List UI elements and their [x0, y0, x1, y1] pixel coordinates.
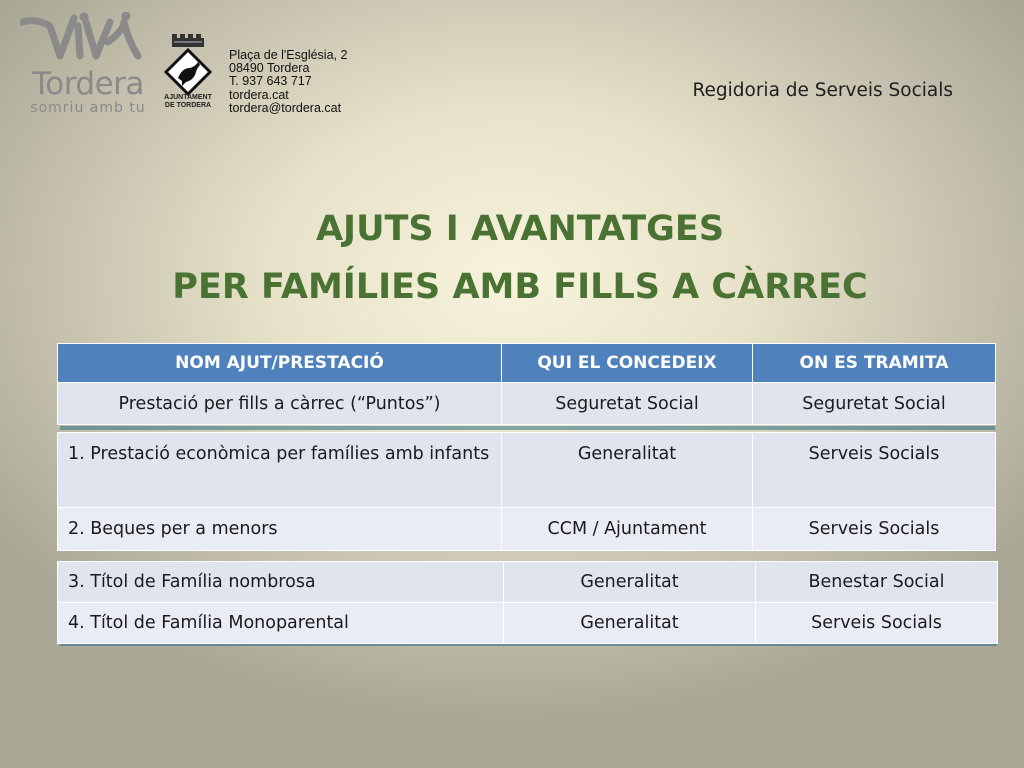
benefits-table-municipal [57, 432, 996, 551]
crest-label: AJUNTAMENT DE TORDERA [164, 94, 212, 109]
granted-by: CCM / Ajuntament [502, 508, 753, 551]
granted-by: Generalitat [504, 603, 756, 644]
header-processed-at: ON ES TRAMITA [753, 344, 996, 383]
logo-word: Tordera [32, 66, 144, 102]
title-line-2: PER FAMÍLIES AMB FILLS A CÀRREC [172, 267, 868, 307]
header-granted-by: QUI EL CONCEDEIX [502, 344, 753, 383]
benefits-table-family-titles [57, 561, 998, 644]
processed-at: Benestar Social [756, 562, 998, 603]
processed-at: Serveis Socials [753, 508, 996, 551]
address-email: tordera@tordera.cat [229, 100, 342, 115]
contact-address [229, 49, 347, 115]
benefit-name: 2. Beques per a menors [58, 508, 502, 551]
processed-at: Serveis Socials [756, 603, 998, 644]
benefits-table-header [57, 343, 996, 425]
logo-slogan: somriu amb tu [30, 100, 146, 116]
table-row [58, 433, 996, 508]
table-row [58, 508, 996, 551]
table-shadow [60, 426, 995, 430]
granted-by: Generalitat [504, 562, 756, 603]
department-name: Regidoria de Serveis Socials [692, 80, 953, 101]
table-row [58, 603, 998, 644]
vivim-tordera-logo [20, 12, 148, 122]
slide-title [0, 200, 1024, 316]
address-website: tordera.cat [229, 87, 289, 102]
address-phone: T. 937 643 717 [229, 74, 312, 89]
processed-at: Seguretat Social [753, 383, 996, 425]
benefit-name: Prestació per fills a càrrec (“Puntos”) [58, 383, 502, 425]
table-row [58, 383, 996, 425]
processed-at: Serveis Socials [753, 433, 996, 508]
granted-by: Seguretat Social [502, 383, 753, 425]
table-row [58, 562, 998, 603]
address-street: Plaça de l'Església, 2 [229, 48, 348, 62]
title-line-1: AJUTS I AVANTATGES [315, 209, 725, 249]
address-postcode: 08490 Tordera [229, 61, 310, 76]
header-benefit-name: NOM AJUT/PRESTACIÓ [58, 344, 502, 383]
table-header-row [58, 344, 996, 383]
benefit-name: 4. Títol de Família Monoparental [58, 603, 504, 644]
vivim-figures-icon [20, 12, 148, 72]
benefit-name: 1. Prestació econòmica per famílies amb infants [58, 433, 502, 508]
benefit-name: 3. Títol de Família nombrosa [58, 562, 504, 603]
granted-by: Generalitat [502, 433, 753, 508]
